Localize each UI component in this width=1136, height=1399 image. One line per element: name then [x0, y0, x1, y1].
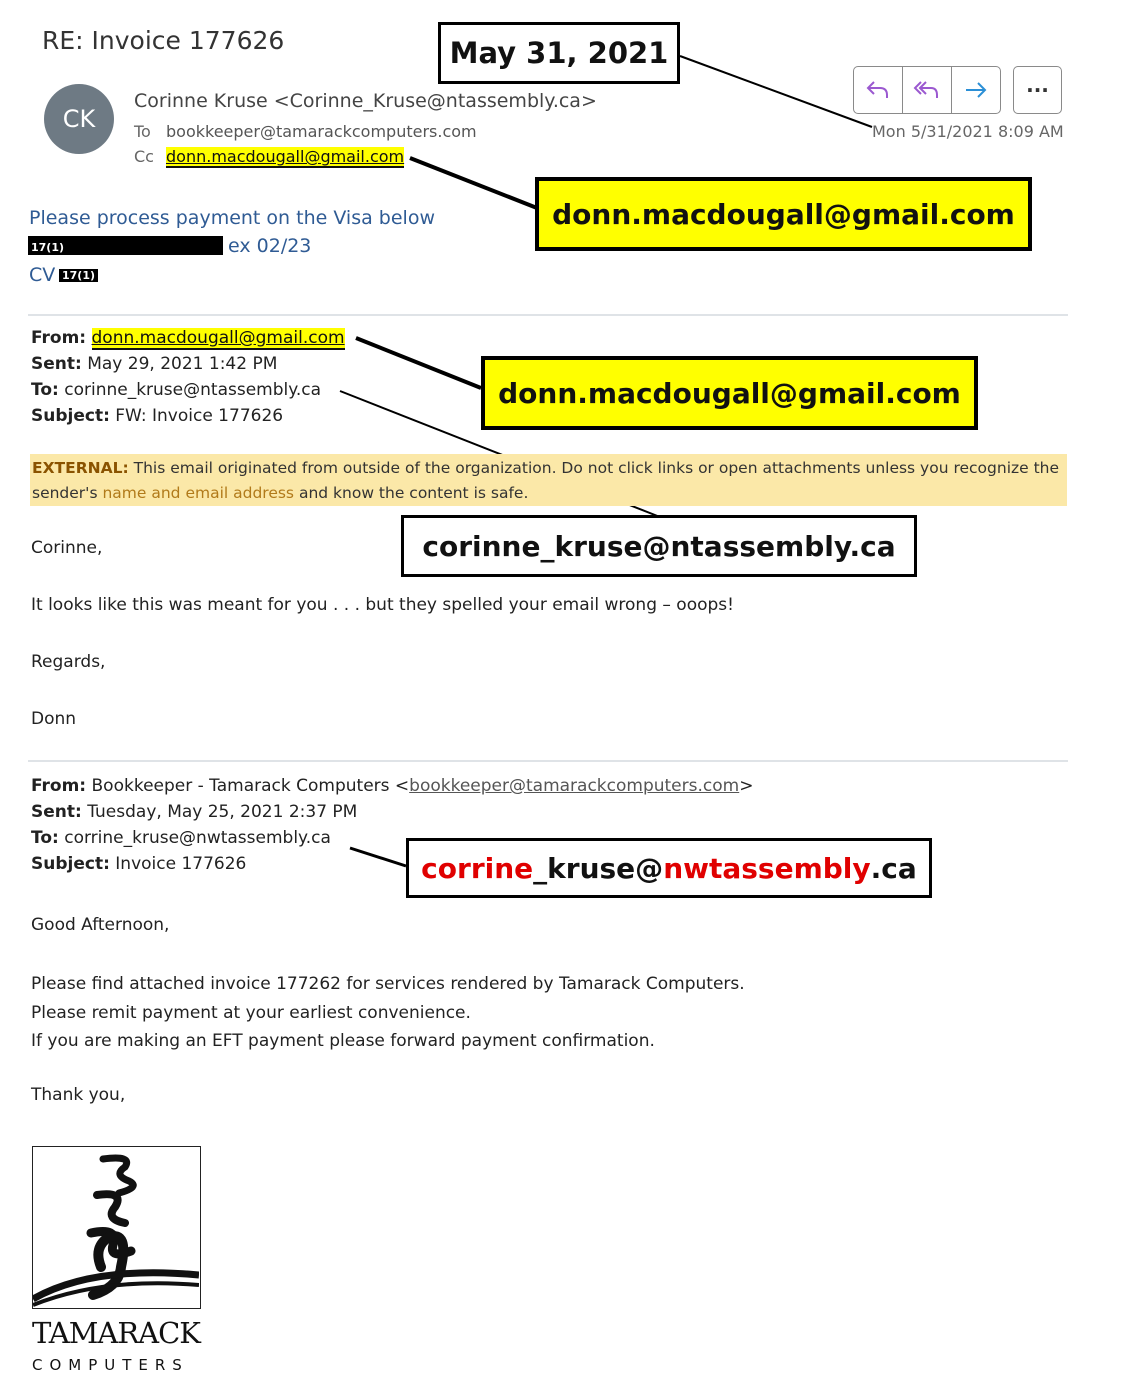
external-text: This email originated from outside of the organization. Do not click links or open attachments unless you recognize the: [133, 459, 1060, 477]
redaction-cv-label: 17(1): [59, 269, 98, 282]
tamarack-tree-icon: [33, 1147, 199, 1307]
forward-button[interactable]: [952, 67, 1000, 113]
redaction-card-number: [28, 236, 223, 255]
sender-name[interactable]: Corinne Kruse <Corinne_Kruse@ntassembly.ca>: [134, 90, 597, 112]
to-recipient[interactable]: bookkeeper@tamarackcomputers.com: [166, 122, 477, 141]
reply-button[interactable]: [854, 67, 903, 113]
callout-from-email: donn.macdougall@gmail.com: [481, 356, 978, 430]
typo-part-c: nwtassembly: [663, 851, 871, 885]
callout-date: May 31, 2021: [438, 22, 680, 84]
connector-date: [680, 56, 872, 127]
external-link[interactable]: name and email address: [102, 484, 295, 502]
to-row: [134, 122, 477, 141]
orig-greeting: Good Afternoon,: [31, 915, 170, 935]
orig-sent-label: Sent:: [31, 802, 82, 822]
connector-cc: [410, 158, 537, 208]
reply-all-icon: [913, 79, 941, 101]
fwd1-to-label: To:: [31, 380, 59, 400]
external-warning-banner: [30, 454, 1067, 506]
orig-body: [31, 970, 745, 1056]
forward-icon: [963, 79, 989, 101]
fwd1-to-value[interactable]: corinne_kruse@ntassembly.ca: [64, 380, 322, 400]
logo-name: TAMARACK: [32, 1316, 200, 1350]
sent-datetime: Mon 5/31/2021 8:09 AM: [872, 122, 1064, 141]
reply-all-button[interactable]: [903, 67, 952, 113]
fwd1-subject-value: FW: Invoice 177626: [115, 406, 284, 426]
orig-to-value[interactable]: corrine_kruse@nwtassembly.ca: [64, 828, 331, 848]
fwd1-body: It looks like this was meant for you . . . but they spelled your email wrong – ooops!: [31, 595, 734, 615]
external-text-c: and know the content is safe.: [298, 484, 529, 502]
separator-1: [28, 314, 1068, 316]
cc-recipient[interactable]: donn.macdougall@gmail.com: [166, 147, 405, 166]
orig-subject-value: Invoice 177626: [115, 854, 247, 874]
redaction-label: 17(1): [28, 240, 67, 254]
orig-from-label: From:: [31, 776, 87, 796]
callout-to-email: corinne_kruse@ntassembly.ca: [401, 515, 917, 577]
typo-part-a: corrine: [421, 851, 534, 885]
orig-subject-label: Subject:: [31, 854, 110, 874]
orig-line1: Please find attached invoice 177262 for services rendered by Tamarack Computers.: [31, 974, 745, 994]
orig-closing: Thank you,: [31, 1085, 126, 1105]
connector-from: [356, 338, 481, 388]
more-icon: ···: [1026, 78, 1049, 102]
message-actions: [853, 66, 1001, 114]
fwd1-signature: Donn: [31, 709, 77, 729]
orig-line2: Please remit payment at your earliest convenience.: [31, 1002, 471, 1023]
typo-part-d: .ca: [870, 851, 917, 885]
tamarack-logo: [32, 1146, 201, 1309]
fwd1-from-email[interactable]: donn.macdougall@gmail.com: [91, 328, 345, 348]
email-subject: RE: Invoice 177626: [42, 26, 285, 55]
card-expiry: ex 02/23: [228, 235, 312, 257]
typo-part-b: _kruse@: [533, 851, 664, 885]
logo-subtitle: COMPUTERS: [32, 1356, 189, 1374]
fwd1-greeting: Corinne,: [31, 538, 103, 558]
fwd1-from-label: From:: [31, 328, 87, 348]
orig-line3: If you are making an EFT payment please forward payment confirmation.: [31, 1031, 655, 1051]
orig-to-label: To:: [31, 828, 59, 848]
callout-typo-email: [406, 838, 932, 898]
orig-from-close: >: [739, 776, 754, 796]
cc-label: Cc: [134, 147, 154, 166]
external-text-b: sender's: [32, 484, 98, 502]
more-button[interactable]: [1013, 66, 1062, 114]
external-label: EXTERNAL:: [32, 459, 129, 477]
to-label: To: [134, 122, 151, 141]
forward1-header: [31, 325, 345, 429]
orig-from-name: Bookkeeper - Tamarack Computers <: [91, 776, 410, 796]
orig-from-email[interactable]: bookkeeper@tamarackcomputers.com: [409, 776, 740, 796]
fwd1-regards: Regards,: [31, 652, 106, 672]
reply-icon: [865, 79, 891, 101]
fwd1-sent-value: May 29, 2021 1:42 PM: [87, 354, 278, 374]
separator-2: [28, 760, 1068, 762]
cc-row: [134, 147, 404, 166]
callout-cc-email: donn.macdougall@gmail.com: [535, 177, 1032, 251]
redaction-cv: [59, 265, 98, 284]
orig-sent-value: Tuesday, May 25, 2021 2:37 PM: [87, 802, 358, 822]
reply-line-visa: Please process payment on the Visa below: [29, 207, 435, 229]
fwd1-subject-label: Subject:: [31, 406, 110, 426]
cv-label: CV: [29, 264, 56, 286]
avatar: CK: [44, 84, 114, 154]
fwd1-sent-label: Sent:: [31, 354, 82, 374]
